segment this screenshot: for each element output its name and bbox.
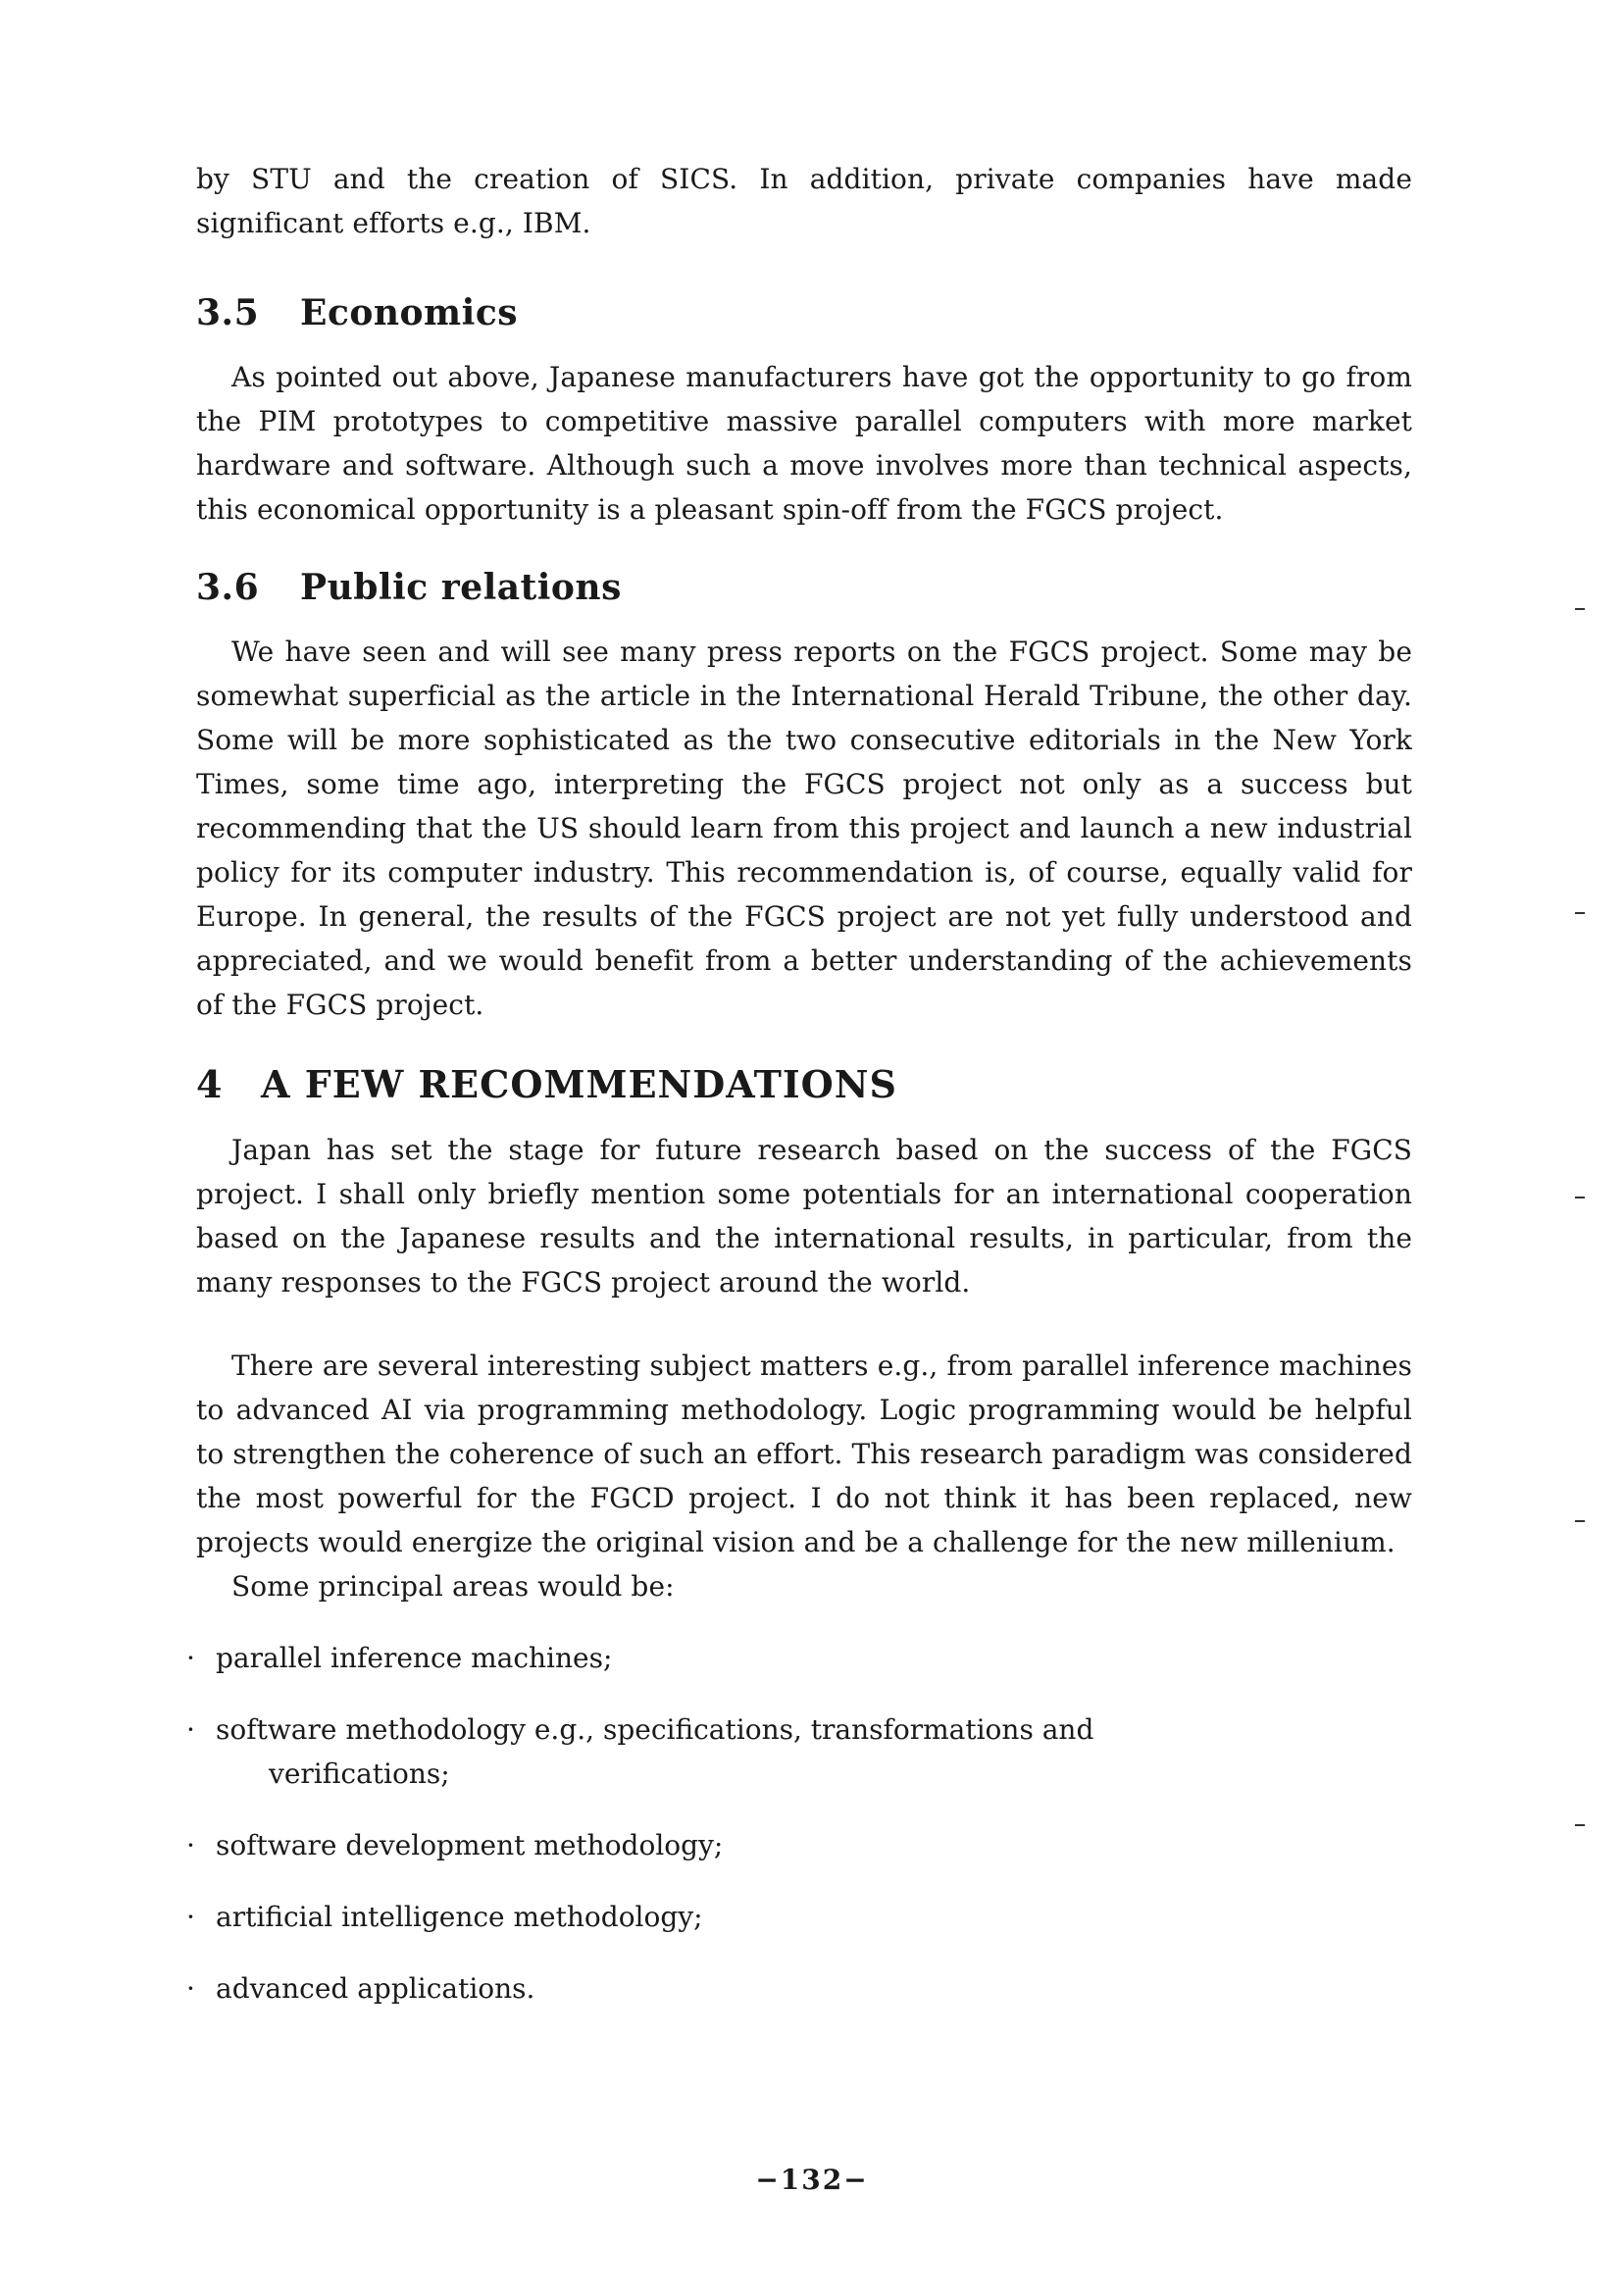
list-item [186, 1823, 1412, 1867]
section-number: 3.5 [196, 292, 260, 333]
recommendations-paragraph-2: There are several interesting subject matters e.g., from parallel inference machines to advanced AI via programming methodology. Logic programming would be helpful to strengthen the coherence of such an effort. This research paradigm was considered the most powerful for the FGCD project. I do not think it has been replaced, new projects would energize the original vision and be a challenge for the new millenium. [196, 1350, 1412, 1558]
document-page [186, 157, 1412, 2038]
recommendations-paragraph-3: Some principal areas would be: [231, 1570, 675, 1603]
public-relations-paragraph: We have seen and will see many press reports on the FGCS project. Some may be somewhat superficial as the article in the International Herald Tribune, the other day. Some will be more sophisticated as the two consecutive editorials in the New York Times, some time ago, interpreting the FGCS project not only as a success but recommending that the US should learn from this project and launch a new industrial policy for its computer industry. This recommendation is, of course, equally valid for Europe. In general, the results of the FGCS project are not yet fully understood and appreciated, and we would benefit from a better understanding of the achievements of the FGCS project. [196, 636, 1412, 1021]
opening-paragraph: by STU and the creation of SICS. In addition, private companies have made significant efforts e.g., IBM. [196, 163, 1412, 239]
principal-areas-list [186, 1636, 1412, 2011]
section-title: A FEW RECOMMENDATIONS [261, 1062, 897, 1106]
bullet-icon: · [186, 1642, 195, 1674]
list-item [186, 1707, 1412, 1796]
list-item-continuation: verifications; [269, 1758, 450, 1790]
bullet-icon: · [186, 1713, 195, 1746]
scan-margin-mark [1575, 1520, 1585, 1522]
scan-margin-mark [1575, 1197, 1585, 1198]
bullet-icon: · [186, 1829, 195, 1861]
scan-margin-mark [1575, 912, 1585, 914]
list-item-text: software methodology e.g., specifications, transformations and [216, 1713, 1094, 1746]
scan-margin-mark [1575, 608, 1585, 610]
list-item-text: artificial intelligence methodology; [216, 1901, 703, 1933]
list-item-text: advanced applications. [216, 1972, 535, 2005]
list-item [186, 1966, 1412, 2011]
bullet-icon: · [186, 1901, 195, 1933]
recommendations-paragraph-1: Japan has set the stage for future research based on the success of the FGCS project. I shall only briefly mention some potentials for an international cooperation based on the Japanese results and the international results, in particular, from the many responses to the FGCS project around the world. [196, 1134, 1412, 1299]
section-title: Economics [300, 292, 519, 333]
page-number: −132− [755, 2164, 869, 2196]
list-item [186, 1895, 1412, 1939]
section-heading-recommendations [196, 1062, 1412, 1106]
section-number: 3.6 [196, 567, 260, 608]
list-item [186, 1636, 1412, 1680]
section-heading-economics [196, 292, 1412, 333]
list-item-text: parallel inference machines; [216, 1642, 613, 1674]
bullet-icon: · [186, 1972, 195, 2005]
economics-paragraph: As pointed out above, Japanese manufacturers have got the opportunity to go from the PIM prototypes to competitive massive parallel computers with more market hardware and software. Although such a move involves more than technical aspects, this economical opportunity is a pleasant spin-off from the FGCS project. [196, 361, 1412, 526]
section-number: 4 [196, 1062, 224, 1106]
section-heading-public-relations [196, 567, 1412, 608]
section-title: Public relations [300, 567, 622, 608]
list-item-text: software development methodology; [216, 1829, 724, 1861]
scan-margin-mark [1575, 1824, 1585, 1826]
